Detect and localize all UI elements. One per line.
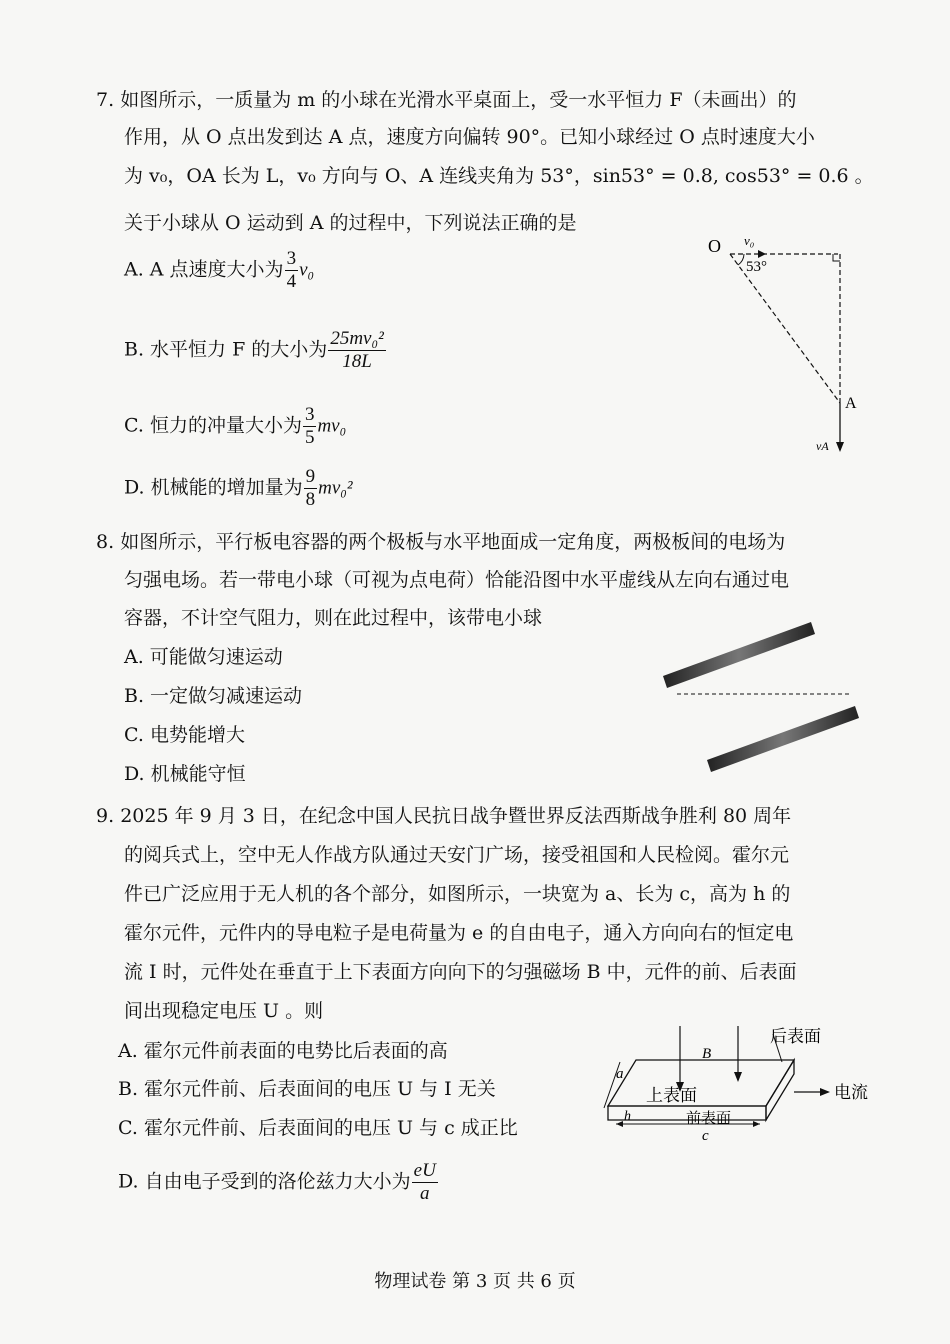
q7-angle-arc <box>738 254 744 265</box>
q7-line1 <box>96 88 797 112</box>
q7-OA-line <box>730 254 840 403</box>
q8-number: 8. <box>96 531 115 553</box>
q7-option-d-den: 8 <box>305 489 316 510</box>
q7-v0-arrowhead <box>758 250 766 258</box>
q9-top-face <box>608 1060 794 1106</box>
q9-label-current: 电流 <box>834 1083 868 1102</box>
q8-option-b: B. 一定做匀减速运动 <box>124 685 303 707</box>
q7-option-d <box>124 466 353 511</box>
q7-option-b-fraction <box>328 328 385 373</box>
q9-label-h: h <box>624 1109 631 1124</box>
q7-option-a <box>124 248 314 293</box>
q9-option-d <box>118 1160 439 1205</box>
q9-number: 9. <box>96 805 115 827</box>
q9-hall-element-figure <box>598 1020 888 1150</box>
q7-option-c-label: C. 恒力的冲量大小为 <box>124 414 302 437</box>
q9-label-front-face: 前表面 <box>686 1111 732 1127</box>
q8-text-1: 如图所示，平行板电容器的两个极板与水平地面成一定角度，两极板间的电场为 <box>120 531 786 553</box>
q7-option-b-label: B. 水平恒力 F 的大小为 <box>124 338 328 361</box>
q7-label-A: A <box>845 395 857 412</box>
q9-current-arrowhead <box>820 1088 830 1096</box>
q7-line2: 作用，从 O 点出发到达 A 点，速度方向偏转 90°。已知小球经过 O 点时速度大小 <box>124 126 815 148</box>
q9-label-top-face: 上表面 <box>646 1086 697 1105</box>
q9-length-arrow-right <box>753 1121 760 1127</box>
q7-option-d-num: 9 <box>305 466 316 487</box>
q7-option-c <box>124 404 346 449</box>
q9-label-a: a <box>616 1066 624 1082</box>
q7-label-v0: v₀ <box>744 233 755 248</box>
q9-label-back-face: 后表面 <box>770 1027 821 1046</box>
q7-text-1: 如图所示，一质量为 m 的小球在光滑水平桌面上，受一水平恒力 F（未画出）的 <box>120 89 797 111</box>
q9-option-d-num: eU <box>413 1160 436 1181</box>
q7-option-d-label: D. 机械能的增加量为 <box>124 476 303 499</box>
q9-option-b: B. 霍尔元件前、后表面间的电压 U 与 I 无关 <box>118 1078 496 1100</box>
q7-option-a-fraction <box>285 248 299 293</box>
q9-line4: 霍尔元件，元件内的导电粒子是电荷量为 e 的自由电子，通入方向向右的恒定电 <box>124 922 794 944</box>
q7-label-O: O <box>708 236 721 256</box>
q7-option-c-num: 3 <box>304 404 315 425</box>
q8-option-a: A. 可能做匀速运动 <box>124 646 283 668</box>
q9-option-d-den: a <box>419 1183 430 1204</box>
q9-line2: 的阅兵式上，空中无人作战方队通过天安门广场，接受祖国和人民检阅。霍尔元 <box>124 844 790 866</box>
q8-option-d: D. 机械能守恒 <box>124 763 246 785</box>
q9-label-B: B <box>702 1046 712 1062</box>
q7-label-angle: 53° <box>746 259 767 275</box>
q9-side-face <box>766 1060 794 1120</box>
q7-option-a-label: A. A 点速度大小为 <box>124 258 284 281</box>
q7-number: 7. <box>96 89 115 111</box>
q9-text-1: 2025 年 9 月 3 日，在纪念中国人民抗日战争暨世界反法西斯战争胜利 80 周年 <box>120 805 792 827</box>
q7-option-a-den: 4 <box>286 271 297 292</box>
page-footer: 物理试卷 第 3 页 共 6 页 <box>374 1271 576 1292</box>
q8-option-c: C. 电势能增大 <box>124 724 245 746</box>
q7-option-a-tail: v₀ <box>299 259 315 281</box>
q7-line4: 关于小球从 O 运动到 A 的过程中，下列说法正确的是 <box>124 212 577 234</box>
q7-right-angle-mark <box>833 254 840 261</box>
q7-vA-arrowhead <box>836 442 844 452</box>
q8-line3: 容器，不计空气阻力，则在此过程中，该带电小球 <box>124 607 543 629</box>
q9-line6: 间出现稳定电压 U 。则 <box>124 1000 324 1022</box>
q7-option-d-fraction <box>304 466 318 511</box>
q8-line1 <box>96 530 785 554</box>
q7-option-b-num: 25mv₀² <box>330 328 384 349</box>
q7-option-b <box>124 328 387 373</box>
q8-capacitor-figure <box>655 612 870 777</box>
q9-option-c: C. 霍尔元件前、后表面间的电压 U 与 c 成正比 <box>118 1117 518 1139</box>
q9-length-arrow-left <box>616 1121 623 1127</box>
q7-option-c-fraction <box>303 404 317 449</box>
q9-option-a: A. 霍尔元件前表面的电势比后表面的高 <box>118 1040 448 1062</box>
q8-upper-plate <box>663 622 815 688</box>
q8-lower-plate <box>707 706 859 772</box>
q9-option-d-fraction <box>412 1160 438 1205</box>
q9-line3: 件已广泛应用于无人机的各个部分，如图所示，一块宽为 a、长为 c，高为 h 的 <box>124 883 791 905</box>
q7-option-c-den: 5 <box>304 427 315 448</box>
q7-trajectory-figure <box>700 228 870 463</box>
q7-line3: 为 v₀，OA 长为 L，v₀ 方向与 O、A 连线夹角为 53°，sin53° = 0.8, cos53° = 0.6 。 <box>124 165 874 187</box>
q9-line5: 流 I 时，元件处在垂直于上下表面方向向下的匀强磁场 B 中，元件的前、后表面 <box>124 961 797 983</box>
q7-option-a-num: 3 <box>286 248 297 269</box>
q7-option-b-den: 18L <box>342 351 372 372</box>
q8-line2: 匀强电场。若一带电小球（可视为点电荷）恰能沿图中水平虚线从左向右通过电 <box>124 569 790 591</box>
q9-field-arrowhead-2 <box>734 1072 742 1082</box>
q7-option-d-tail: mv₀² <box>318 477 353 499</box>
q9-label-c: c <box>702 1128 709 1144</box>
q9-line1 <box>96 804 791 828</box>
q9-option-d-label: D. 自由电子受到的洛伦兹力大小为 <box>118 1170 411 1193</box>
q7-option-c-tail: mv₀ <box>317 415 347 437</box>
q7-label-vA: vA <box>816 439 829 453</box>
